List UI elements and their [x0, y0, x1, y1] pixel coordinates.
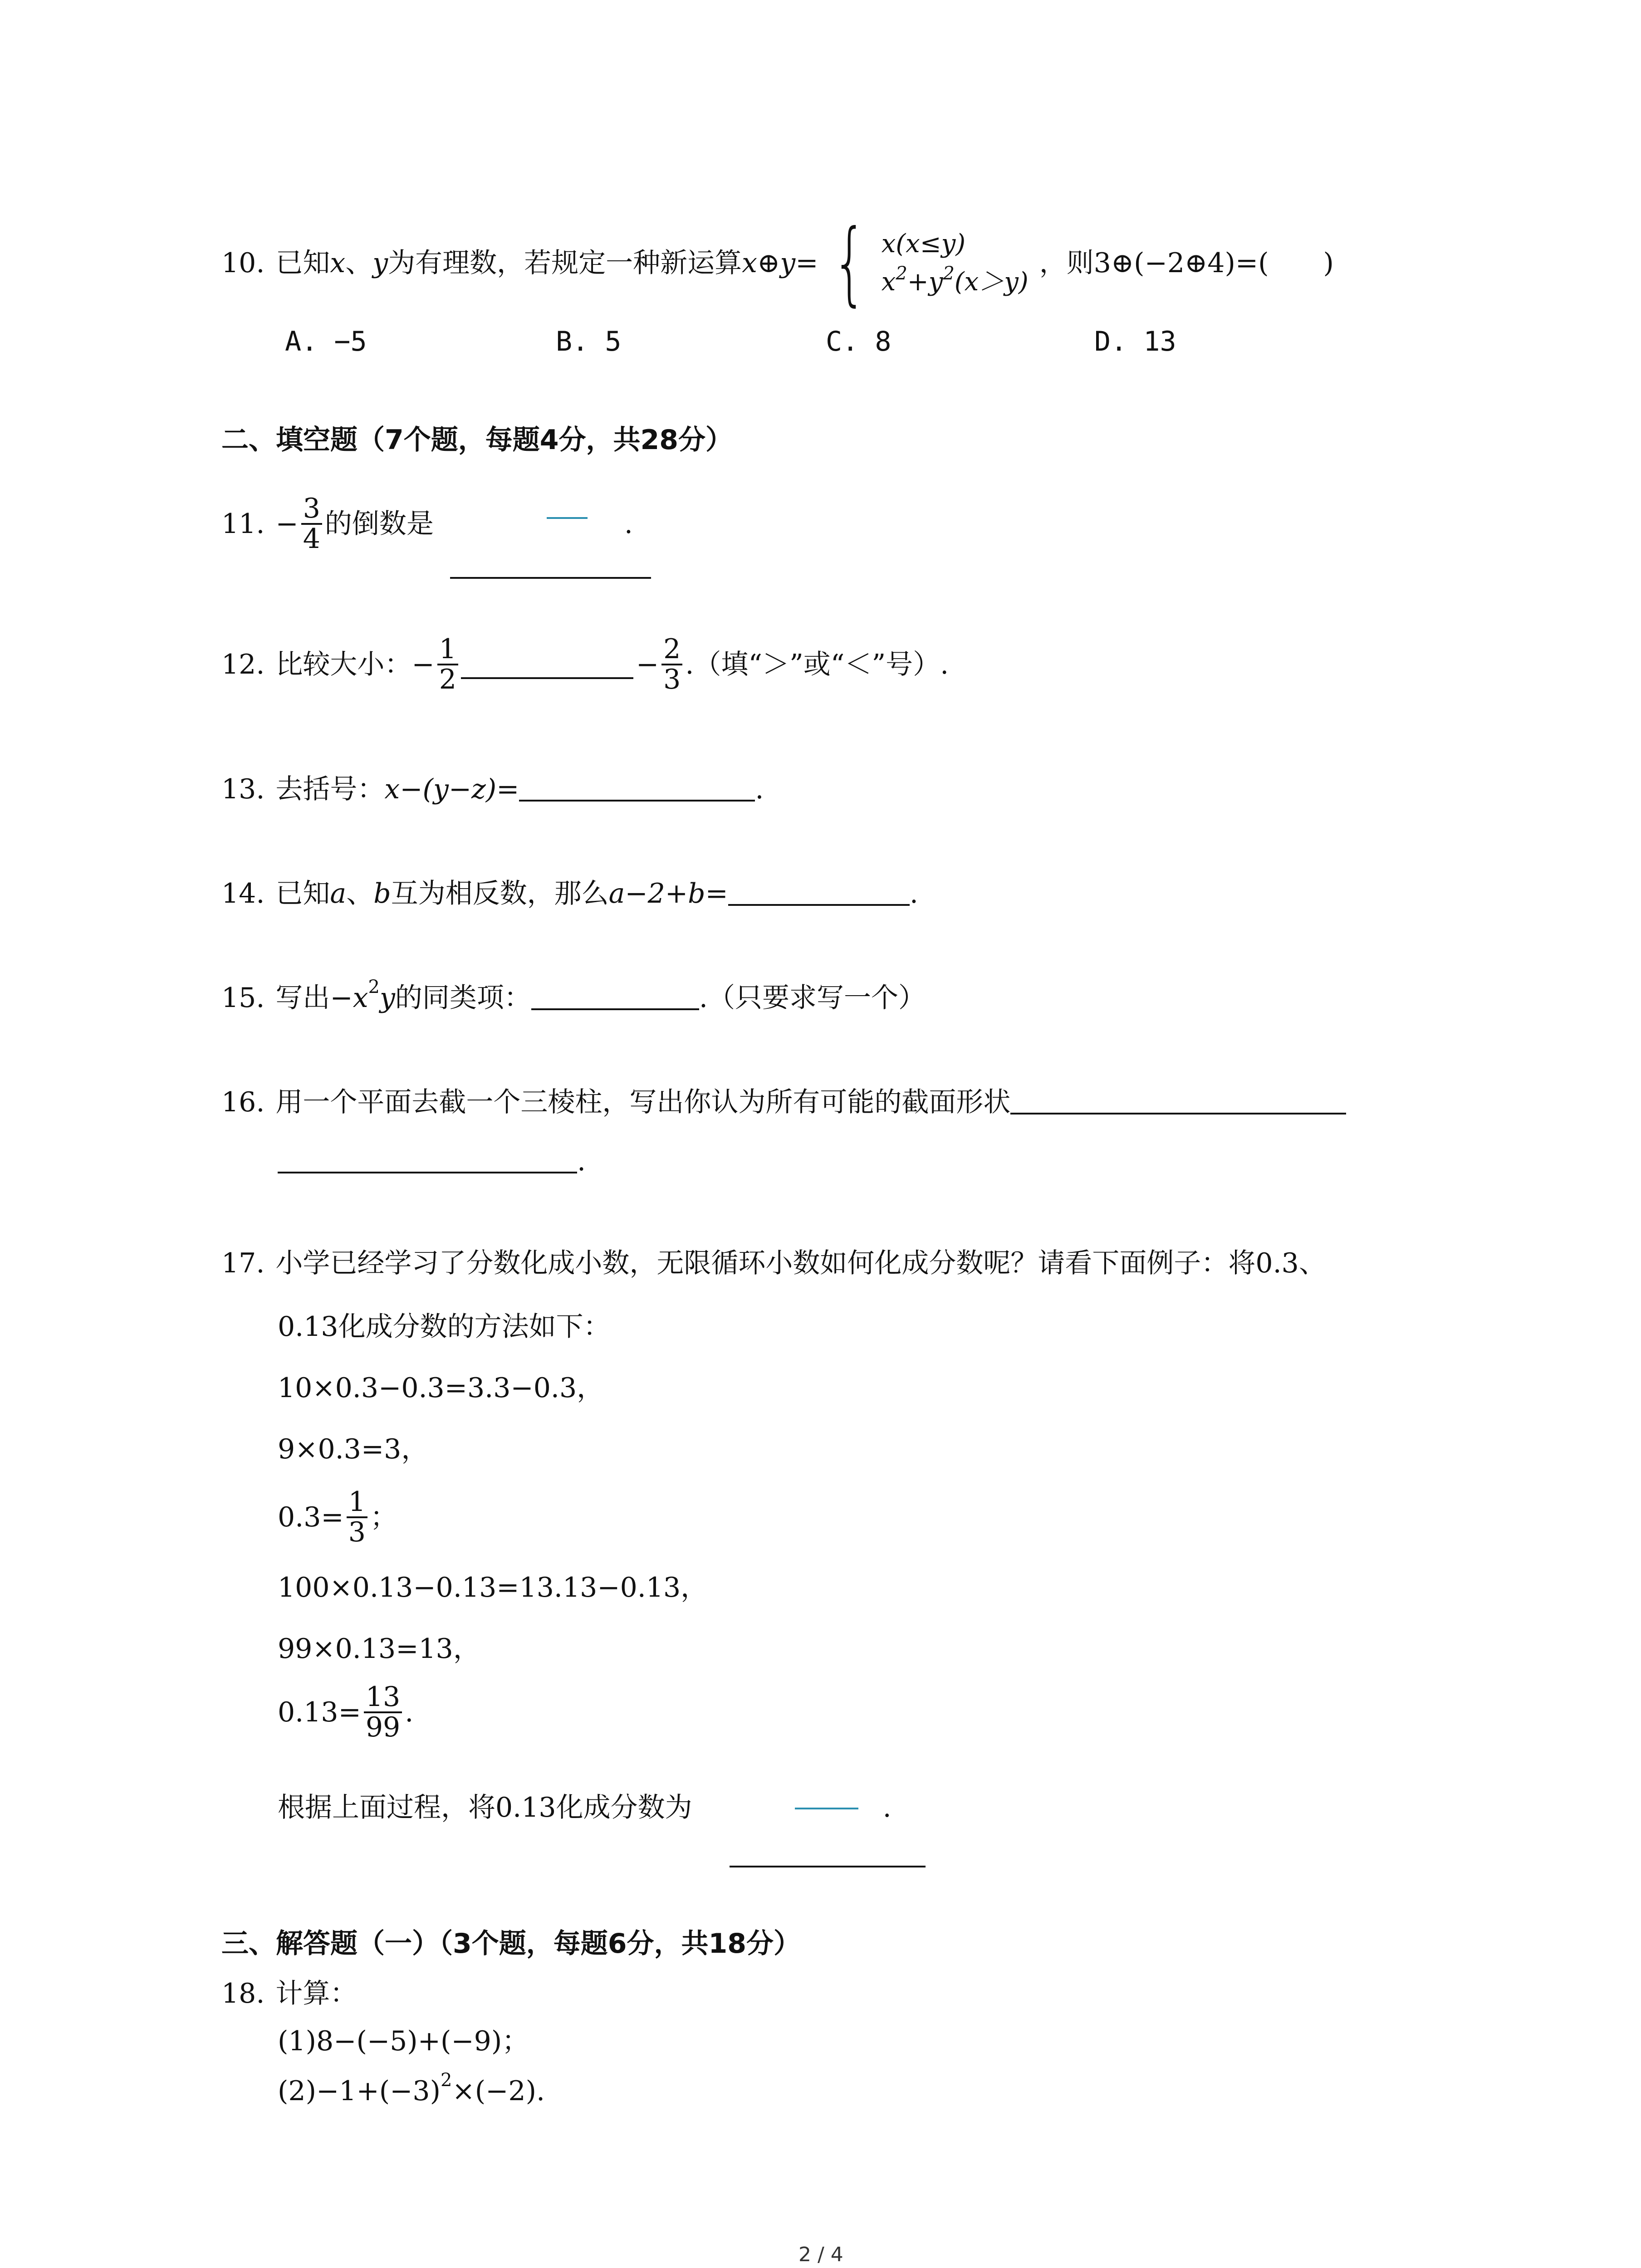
- answer-blank[interactable]: [450, 577, 651, 579]
- question-16: 16. 用一个平面去截一个三棱柱，写出你认为所有可能的截面形状: [221, 1089, 1346, 1116]
- q17-step-2: 9×0.3=3，: [278, 1433, 429, 1465]
- q18-part-2: (2)−1+(−3) 2 ×(−2).: [278, 2070, 545, 2107]
- section-3-heading: 三、解答题（一）（3个题，每题6分，共18分）: [221, 1928, 801, 1960]
- answer-mark: [547, 517, 588, 519]
- choice-a: A. −5: [285, 326, 367, 357]
- case-2: $x^2+y^2(x>y)$: [881, 263, 1029, 297]
- answer-blank[interactable]: [1010, 1113, 1346, 1114]
- fraction: $\frac{1}{3}$: [347, 1488, 367, 1547]
- question-10: 10. 已知 x 、 y 为有理数，若规定一种新运算 x ⊕ y = { x(x≤y) $x^2+y^2(x>y)$ ，则3⊕(−2⊕4)=( ): [221, 210, 1334, 316]
- page-number: 2 / 4: [798, 2243, 843, 2266]
- question-17: 17. 小学已经学习了分数化成小数，无限循环小数如何化成分数呢？请看下面例子：将0.3、: [221, 1247, 1326, 1279]
- fraction: $\frac{3}{4}$: [301, 494, 322, 553]
- answer-mark: [795, 1808, 858, 1809]
- q17-step-1: 10×0.3−0.3=3.3−0.3，: [278, 1372, 604, 1404]
- section-2-heading: 二、填空题（7个题，每题4分，共28分）: [221, 424, 733, 456]
- piecewise-cases: [882, 231, 1029, 295]
- q17-step-3: 0.3= $\frac{1}{3}$ ；: [278, 1486, 397, 1548]
- answer-blank[interactable]: [278, 1172, 577, 1173]
- q17-question: 根据上面过程，将0.13化成分数为 .: [278, 1792, 892, 1823]
- question-13: 13. 去括号： x−(y−z)= .: [221, 773, 764, 805]
- answer-blank[interactable]: [531, 1008, 699, 1010]
- q10-number: 10.: [221, 247, 265, 279]
- piecewise-brace: {: [832, 210, 867, 316]
- question-14: 14. 已知 a 、 b 互为相反数，那么 a−2+b= .: [221, 878, 918, 909]
- answer-blank[interactable]: [728, 904, 910, 906]
- q17-step-4: 100×0.13−0.13=13.13−0.13，: [278, 1572, 708, 1603]
- q17-step-5: 99×0.13=13，: [278, 1633, 480, 1665]
- question-18: 18. 计算：: [221, 1978, 358, 2009]
- q17-intro-2: 0.13化成分数的方法如下：: [278, 1311, 611, 1343]
- choice-b: B. 5: [556, 326, 622, 357]
- question-16-continued: .: [278, 1148, 586, 1175]
- question-15: 15. 写出− x 2 y 的同类项： .（只要求写一个）: [221, 977, 926, 1014]
- fraction: $\frac{1}{2}$: [437, 635, 458, 694]
- answer-blank[interactable]: [519, 800, 755, 802]
- q17-step-6: 0.13= $\frac{13}{99}$ .: [278, 1681, 414, 1743]
- answer-blank[interactable]: [461, 677, 633, 679]
- fraction: $\frac{13}{99}$: [364, 1683, 402, 1742]
- question-11: 11. − $\frac{3}{4}$ 的倒数是 .: [221, 493, 633, 555]
- question-12: 12. 比较大小：− $\frac{1}{2}$ − $\frac{2}{3}$ .（填“＞”或“＜”号）.: [221, 633, 949, 695]
- fraction: $\frac{2}{3}$: [661, 635, 682, 694]
- answer-blank[interactable]: [730, 1866, 926, 1867]
- q18-part-1: (1)8−(−5)+(−9)；: [278, 2025, 529, 2057]
- case-1: x(x≤y): [881, 229, 966, 259]
- choice-d: D. 13: [1094, 326, 1176, 357]
- choice-c: C. 8: [826, 326, 892, 357]
